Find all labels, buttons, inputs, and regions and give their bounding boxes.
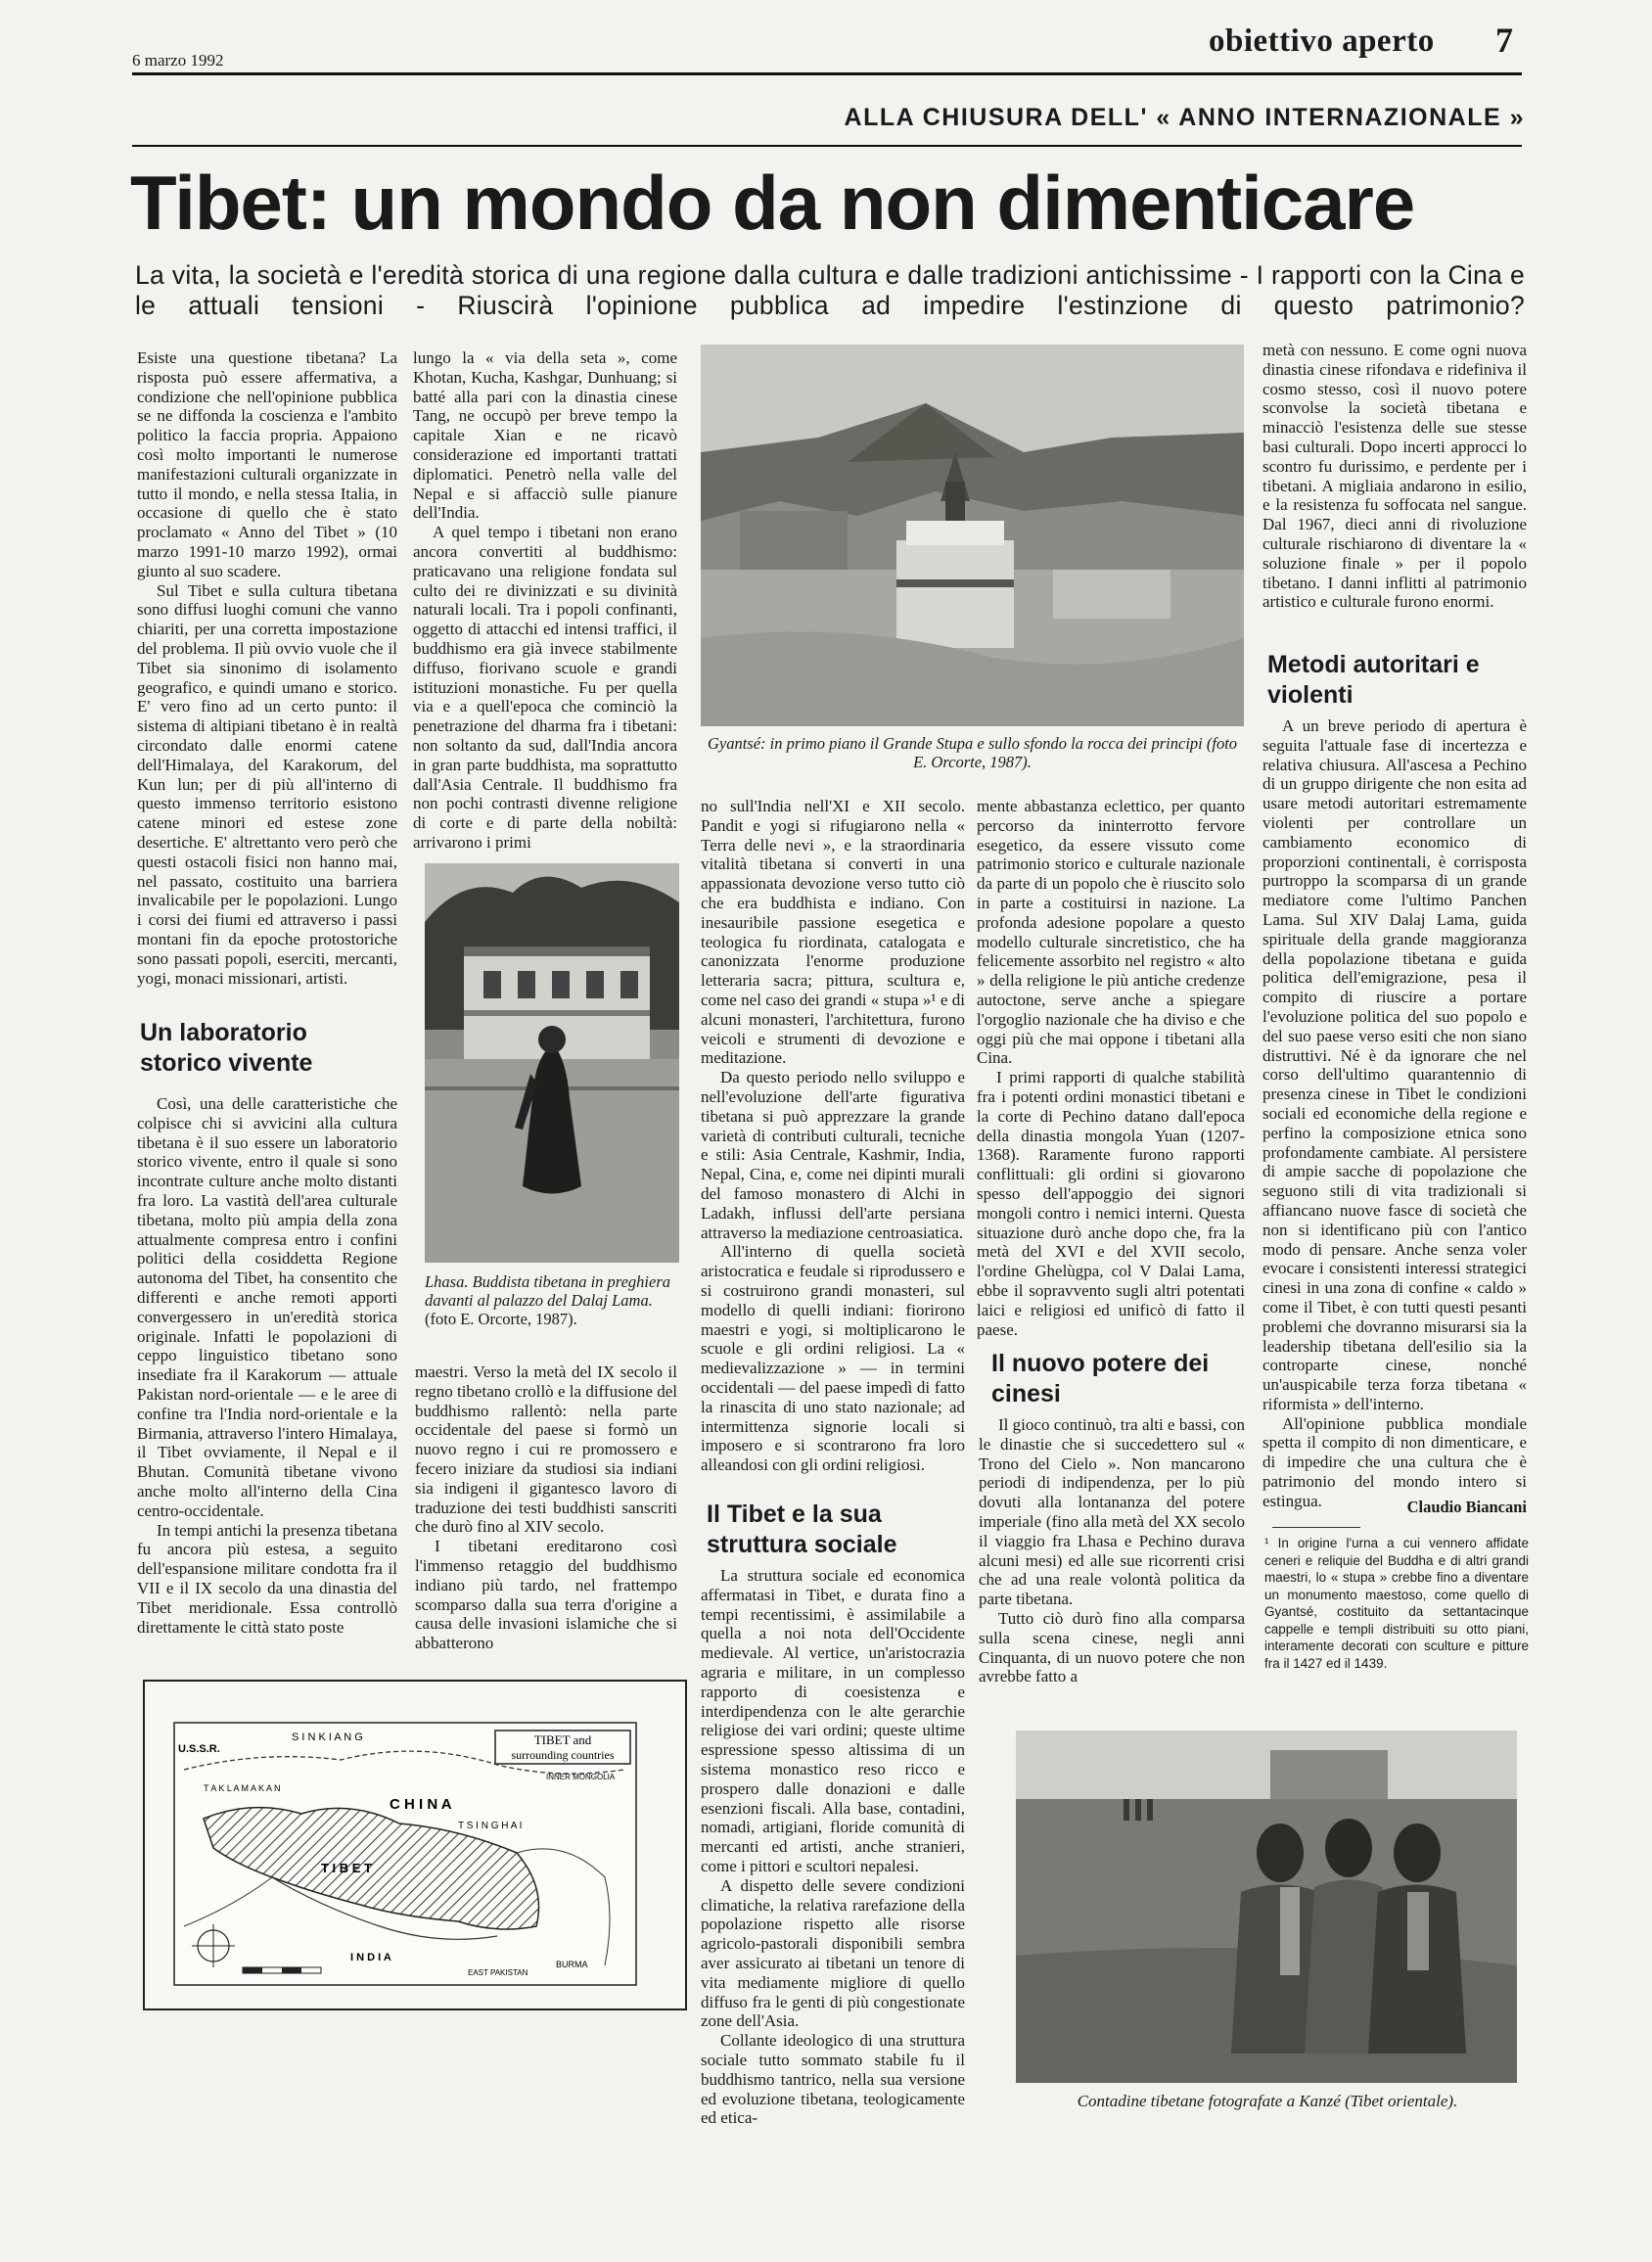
- column-2-continued: [415, 1362, 677, 1653]
- lhasa-photo-image: [425, 863, 679, 1263]
- kicker: ALLA CHIUSURA DELL' « ANNO INTERNAZIONALE »: [844, 104, 1525, 131]
- paragraph: metà con nessuno. E come ogni nuova dinastia cinese rifondava e ridefiniva il cosmo stesso, così il nuovo potere sconvolse la società tibetana e minacciò l'esistenza delle sue stesse basi culturali. Dopo incerti approcci lo scontro fu durissimo, e perdente per i tibetani. A migliaia andarono in esilio, e la resistenza fu soffocata nel sangue. Dal 1967, dieci anni di rivoluzione culturale rischiarono di diventare la « soluzione finale » per il popolo tibetano. I danni inflitti al patrimonio artistico e culturale furono enormi.: [1262, 341, 1527, 612]
- column-1-continued: [137, 1094, 397, 1637]
- paragraph: lungo la « via della seta », come Khotan, Kucha, Kashgar, Dunhuang; si batté alla pari con la dinastia cinese Tang, ne occupò per breve tempo la capitale Xian e ne ricavò considerazione ed importanti trattati diplomatici. Penetrò nella valle del Nepal e si affacciò sulle pianure dell'India.: [413, 348, 677, 523]
- caption-gyantse: Gyantsé: in primo piano il Grande Stupa e sullo sfondo la rocca dei principi (foto E. Orcorte, 1987).: [707, 734, 1238, 771]
- paragraph: Il gioco continuò, tra alti e bassi, con le dinastie che si succedettero sul « Trono del Cielo ». Non mancarono periodi di indipendenza, per lo più dovuti alla lontananza del potere imperiale (fino alla metà del XX secolo il viaggio fra Lhasa e Pechino durava alcuni mesi) ed alle sue ricorrenti crisi che ad una reale volontà politica da parte tibetana.: [979, 1415, 1245, 1609]
- page-number: 7: [1495, 21, 1513, 60]
- footnote: ¹ In origine l'urna a cui vennero affidate ceneri e reliquie del Buddha e di altri grandi maestri, lo « stupa » crebbe fino a diventare un monumento maestoso, come quello di Gyantsé, costituito da settantacinque cappelle e templi distribuiti su otto piani, interamente decorati con sculture e pitture fra il 1427 ed il 1439.: [1264, 1536, 1529, 1671]
- header-rule: [132, 72, 1522, 75]
- photo-lhasa: [425, 863, 679, 1263]
- column-1: [137, 348, 397, 988]
- map-label-india: I N D I A: [350, 1952, 391, 1963]
- paragraph: I primi rapporti di qualche stabilità fra i potenti ordini monastici tibetani e la corte di Pechino datano dall'epoca della dinastia mongola Yuan (1207-1368). Raramente furono rapporti conflittuali: gli ordini si giovarono spesso dell'appoggio dei signori mongoli contro i nemici interni. Questa situazione durò anche dopo che, fra la metà del XVI e del XVII secolo, l'ordine Ghelùgpa, col V Dalai Lama, ebbe il sopravvento sugli altri potentati laici e religiosi ed unificò di fatto il paese.: [977, 1068, 1245, 1339]
- paragraph: All'interno di quella società aristocratica e feudale si riprodussero e si costruirono grandi monasteri, sul modello di quelli indiani: fiorirono maestri e yogi, si moltiplicarono le scuole e gli ordini religiosi. La « medievalizzazione » — in termini occidentali — del paese impedì di fatto la rinascita di uno stato nazionale; ad intermittenza signorie locali si imposero e si scontrarono fra loro alleandosi con gli ordini religiosi.: [701, 1242, 965, 1475]
- paragraph: In tempi antichi la presenza tibetana fu ancora più estesa, a seguito dell'espansione militare condotta fra il VII e il IX secolo da una dinastia del Tibet meridionale. Essa controllò direttamente le città stato poste: [137, 1520, 397, 1637]
- column-3-continued: [701, 1566, 965, 2128]
- issue-date: 6 marzo 1992: [132, 51, 224, 69]
- paragraph: maestri. Verso la metà del IX secolo il regno tibetano crollò e la diffusione del buddhismo rallentò: nella parte occidentale del paese si formò un nuovo regno i cui re promossero e fecero iniziare da studiosi sia indiani sia indigeni il gigantesco lavoro di traduzione dei testi buddhisti sanscriti che durò fino al XIV secolo.: [415, 1362, 677, 1537]
- section-name: obiettivo aperto: [1209, 23, 1435, 59]
- column-3: [701, 797, 965, 1475]
- map-label-takla: T A K L A M A K A N: [204, 1783, 281, 1793]
- paragraph: Così, una delle caratteristiche che colpisce chi si avvicini alla cultura tibetana è il suo essere un laboratorio storico vivente, entro il quale si sono incontrate culture anche molto distanti fra loro. La vastità dell'area culturale tibetana, molto più ampia della zona attualmente compresa entro i confini politici della cosiddetta Regione autonoma del Tibet, ha consentito che differenti e anche remoti apporti convergessero in un'eredità storica originale. Infatti le popolazioni di ceppo linguistico tibetano sono insediate fra il Karakorum — attuale Pakistan nord-orientale — e le aree di confine tra l'India nord-orientale e la Birmania, attraverso l'intero Himalaya, il Tibet ovviamente, il Nepal e il Bhutan. Comunità tibetane vivono anche molto all'interno della Cina centro-occidentale.: [137, 1094, 397, 1520]
- map-drawing: [145, 1682, 685, 2008]
- section-heading-metodi: Metodi autoritari e violenti: [1267, 651, 1480, 709]
- map-label-ussr: U.S.S.R.: [178, 1743, 220, 1755]
- paragraph: Sul Tibet e sulla cultura tibetana sono diffusi luoghi comuni che vanno chiariti, per una corretta impostazione del problema. Il più ovvio vuole che il Tibet sia sinonimo di isolamento geografico, e quindi umano e storico. E' vero fino ad un certo punto: il sistema di altipiani tibetano è in realtà circondato dalle enormi catene dell'Himalaya, del Karakorum, del Kun lun; per di più all'interno di questo immenso territorio esistono catene minori ed estese zone desertiche. E' altrettanto vero però che questi ostacoli fisici non hanno mai, nel passato, costituito una barriera invalicabile per le popolazioni. Lungo i corsi dei fiumi ed attraverso i passi montani fin da epoche protostoriche sono passati popoli, eserciti, mercanti, yogi, monaci missionari, artisti.: [137, 580, 397, 988]
- paragraph: Da questo periodo nello sviluppo e nell'evoluzione dell'arte figurativa tibetana si può apprezzare la grande varietà di contributi culturali, tecniche e stili: Asia Centrale, Kashmir, India, Nepal, Cina, e, come nei dipinti murali del famoso monastero di Alchi in Ladakh, influssi dell'arte persiana attraverso la mediazione centroasiatica.: [701, 1068, 965, 1242]
- map-label-burma: BURMA: [556, 1960, 588, 1969]
- map-label-inner-mongolia: INNER MONGOLIA: [546, 1773, 616, 1781]
- paragraph: mente abbastanza eclettico, per quanto percorso da ininterrotto fervore esegetico, da essere vissuto come patrimonio storico e culturale nazionale da parte di un popolo che è riuscito solo in parte a costituirsi in nazione. La profonda adesione popolare a questo modello culturale sincretistico, che ha felicemente assorbito nel registro « alto » della religione le più antiche credenze autoctone, serve anche a spiegare l'orgoglio nazionale che ha diviso e che oggi più che mai oppone i tibetani alla Cina.: [977, 797, 1245, 1068]
- map-title-2: surrounding countries: [511, 1748, 615, 1762]
- column-4-continued: [979, 1415, 1245, 1686]
- subtitle: La vita, la società e l'eredità storica di una regione dalla cultura e dalle tradizioni antichissime - I rapporti con la Cina e le attuali tensioni - Riuscirà l'opinione pubblica ad impedire l'estinzione di questo patrimonio?: [135, 260, 1525, 320]
- paragraph: Tutto ciò durò fino alla comparsa sulla scena cinese, negli anni Cinquanta, di un nuovo potere che non avrebbe fatto a: [979, 1608, 1245, 1686]
- section-heading-laboratorio: Un laboratorio storico vivente: [140, 1019, 313, 1077]
- paragraph: Esiste una questione tibetana? La risposta può essere affermativa, a condizione che nell'opinione pubblica se ne diffonda la coscienza e l'ambito politico la faccia propria. Appaiono così molto importanti le numerose manifestazioni culturali organizzate in tutto il mondo, e nella stessa Italia, in occasione di quello che è stato proclamato « Anno del Tibet » (10 marzo 1991-10 marzo 1992), ormai giunto al suo scadere.: [137, 348, 397, 580]
- gyantse-photo-image: [701, 345, 1244, 726]
- paragraph: A dispetto delle severe condizioni climatiche, la relativa rarefazione della popolazione rispetto alle risorse agricolo-pastorali disponibili sembra aver assicurato ai tibetani un tenore di vita mediamente migliore di quello diffuso fra le genti di più congestionate zone dell'Asia.: [701, 1875, 965, 2031]
- map-title-1: TIBET and: [533, 1732, 592, 1747]
- paragraph: Collante ideologico di una struttura sociale tutto sommato stabile fu il buddhismo tantrico, nella sua versione ed evoluzione tibetana, teologicamente ed etica-: [701, 2031, 965, 2128]
- map-label-sinkiang: S I N K I A N G: [292, 1731, 363, 1743]
- kanze-photo-image: [1016, 1731, 1517, 2083]
- paragraph: A un breve periodo di apertura è seguita l'attuale fase di incertezza e relativa chiusura. All'ascesa a Pechino di un gruppo dirigente che non esita ad usare metodi autoritari estremamente violenti per controllare un cambiamento economico di proporzioni continentali, è corrisposta purtroppo la scomparsa di un grande mediatore come l'ultimo Panchen Lama. Sul XIV Dalaj Lama, guida spirituale della grande maggioranza della popolazione tibetana e guida politica dell'emigrazione, pesa il compito di riuscire a portare l'evoluzione politica del suo popolo e del suo paese verso esiti che non siano distruttivi. Né è da ignorare che nel corso dell'ultimo quarantennio di presenza cinese in Tibet le condizioni sociali ed economiche della regione e perfino la composizione etnica sono profondamente cambiate. Al persistere di ampie sacche di popolazione che seguono stili di vita tradizionali si affiancano nuove fasce di società che non si identificano più con l'antico modo di pensare. Anche senza voler evocare i consistenti interessi strategici cinesi in una zona di confine « caldo » come il Tibet, è con tutti questi pesanti problemi che dovranno misurarsi sia la leadership tibetana dell'esilio sia la controparte cinese, nonché un'auspicabile terza forza tibetana « riformista » dell'interno.: [1262, 716, 1527, 1413]
- column-5-continued: [1262, 716, 1527, 1511]
- caption-kanze: Contadine tibetane fotografate a Kanzé (Tibet orientale).: [1077, 2092, 1458, 2110]
- paragraph: All'opinione pubblica mondiale spetta il compito di non dimenticare, e di impedire che una cultura che è patrimonio del mondo intero si estingua.: [1262, 1413, 1527, 1510]
- map-label-east-pakistan: EAST PAKISTAN: [468, 1968, 528, 1977]
- headline: Tibet: un mondo da non dimenticare: [130, 160, 1415, 246]
- caption-lhasa-text: Lhasa. Buddista tibetana in preghiera davanti al palazzo del Dalaj Lama.: [425, 1272, 671, 1310]
- paragraph: I tibetani ereditarono così l'immenso retaggio del buddhismo indiano più tardo, nel frattempo scomparso dalla sua terra d'origine a causa delle invasioni islamiche che si abbatterono: [415, 1537, 677, 1653]
- column-4: [977, 797, 1245, 1339]
- author-signature: Claudio Biancani: [1406, 1498, 1527, 1516]
- caption-lhasa-credit: (foto E. Orcorte, 1987).: [425, 1310, 577, 1328]
- map-tibet: [143, 1680, 687, 2010]
- section-heading-cinesi: Il nuovo potere dei cinesi: [991, 1350, 1210, 1408]
- paragraph: no sull'India nell'XI e XII secolo. Pandit e yogi si rifugiarono nella « Terra delle nevi », e la straordinaria vitalità tibetana si converti in una appassionata devozione verso tutto ciò che era buddhista e indiano. Con inesauribile passione esegetica e teologica fu riordinata, catalogata e canonizzata l'enorme produzione letteraria sacra; pittura, scultura e, come nel caso dei grandi « stupa »¹ e di alcuni monasteri, l'architettura, furono veicoli e strumenti di devozione e meditazione.: [701, 797, 965, 1068]
- section-heading-struttura: Il Tibet e la sua struttura sociale: [707, 1500, 897, 1558]
- paragraph: A quel tempo i tibetani non erano ancora convertiti al buddhismo: praticavano una religione fondata sul culto dei re divinizzati e su divinità naturali locali. Tra i popoli confinanti, oggetto di attacchi ed intensi traffici, il buddhismo era già invece stabilmente diffuso, fiorivano scuole e grandi istituzioni monastiche. Fu per quella via e a quell'epoca che cominciò la penetrazione del dharma fra i tibetani: non soltanto da sud, dall'India ancora in gran parte buddhista, ma soprattutto dall'Asia Centrale. Il buddhismo fra non pochi contrasti divenne religione di corte e di parte della nobiltà: arrivarono i primi: [413, 523, 677, 852]
- footnote-rule: [1272, 1527, 1360, 1528]
- photo-kanze: [1016, 1731, 1517, 2083]
- caption-lhasa: [425, 1272, 677, 1328]
- column-5: [1262, 341, 1527, 612]
- paragraph: La struttura sociale ed economica affermatasi in Tibet, e durata fino a tempi recentissimi, è assimilabile a quella a noi nota dell'Occidente medievale. Al vertice, un'aristocrazia agraria e militare, in un complesso rapporto di coesistenza e interdipendenza con le alte gerarchie religiose dei vari ordini; queste ultime espressione spesso altissima di un sistema monastico reso ricco e prospero dalle donazioni e dalle esenzioni fiscali. Alla base, contadini, nomadi, artigiani, floride comunità di mercanti ed artisti, anche stranieri, come i pittori e scultori nepalesi.: [701, 1566, 965, 1875]
- map-label-tibet: T I B E T: [321, 1861, 372, 1875]
- photo-gyantse: [701, 345, 1244, 726]
- map-label-tsinghai: T S I N G H A I: [458, 1821, 523, 1831]
- kicker-rule: [132, 145, 1522, 147]
- map-label-china: C H I N A: [390, 1796, 452, 1813]
- column-2: [413, 348, 677, 853]
